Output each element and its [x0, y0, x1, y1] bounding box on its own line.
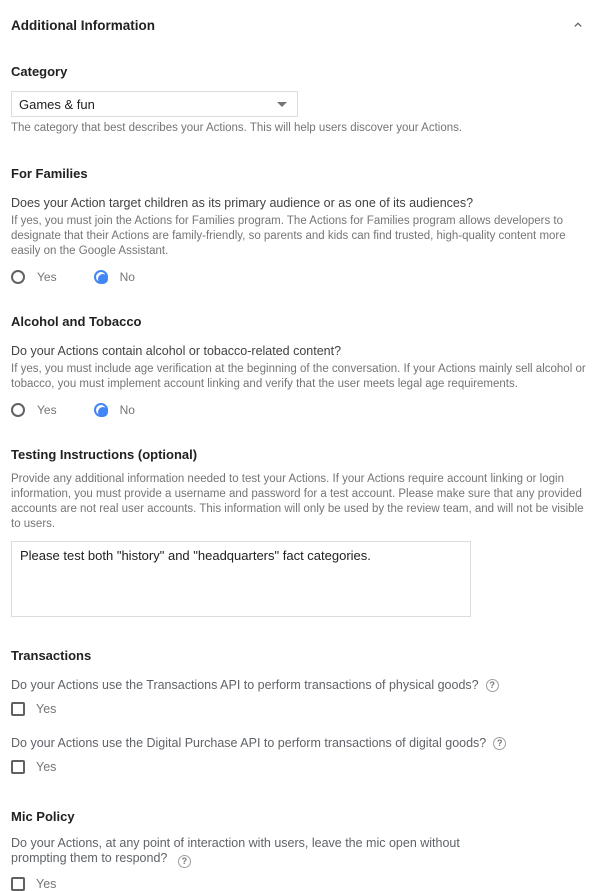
for-families-helper-text: If yes, you must join the Actions for Families program. The Actions for Families program allows developers to designate that their Actions are family-friendly, so parents and kids can find trusted, high-quality content more easily on the Google Assistant. [11, 215, 566, 257]
transactions-digital-question-row [11, 736, 593, 751]
transactions-digital-checkbox-row [11, 760, 593, 774]
mic-policy-question: Do your Actions, at any point of interaction with users, leave the mic open without prompting them to respond? [11, 836, 460, 865]
section-testing-instructions [11, 447, 593, 622]
radio-unselected-icon [11, 270, 25, 284]
chevron-up-icon [571, 18, 585, 32]
transactions-physical-question-row [11, 678, 593, 693]
alcohol-tobacco-radio-yes[interactable] [11, 403, 57, 417]
mic-policy-label: Mic Policy [11, 809, 75, 824]
for-families-label: For Families [11, 166, 88, 181]
radio-selected-icon [94, 270, 108, 284]
mic-policy-checkbox-row [11, 877, 593, 891]
alcohol-tobacco-helper-text: If yes, you must include age verification at the beginning of the conversation. If your Actions mainly sell alcohol or tobacco, you must implement account linking and verify that the user meets legal age requirements. [11, 363, 586, 390]
collapse-section-button[interactable] [569, 16, 587, 34]
panel-header [11, 16, 593, 34]
radio-label: No [119, 270, 135, 284]
for-families-radio-group [11, 270, 593, 284]
testing-instructions-helper-text: Provide any additional information needed to test your Actions. If your Actions require account linking or login information, you must provide a username and password for a test account. Please make sure that any provided accounts are not real user accounts. This information will only be used by the review team, and will not be visible to users. [11, 473, 584, 530]
transactions-physical-checkbox[interactable] [11, 702, 25, 716]
help-icon[interactable]: ? [493, 737, 506, 750]
for-families-radio-no[interactable] [94, 270, 135, 284]
checkbox-label: Yes [36, 877, 57, 891]
radio-label: No [119, 403, 135, 417]
section-transactions [11, 648, 593, 774]
category-helper-text: The category that best describes your Actions. This will help users discover your Actions. [11, 122, 463, 134]
mic-policy-checkbox[interactable] [11, 877, 25, 891]
section-category [11, 64, 593, 136]
alcohol-tobacco-label: Alcohol and Tobacco [11, 314, 142, 329]
category-dropdown[interactable] [11, 91, 298, 117]
radio-label: Yes [37, 403, 57, 417]
transactions-digital-question: Do your Actions use the Digital Purchase API to perform transactions of digital goods? [11, 736, 487, 750]
checkbox-label: Yes [36, 702, 57, 716]
checkbox-label: Yes [36, 760, 57, 774]
category-label: Category [11, 64, 68, 79]
transactions-digital-checkbox[interactable] [11, 760, 25, 774]
help-icon[interactable]: ? [178, 855, 191, 868]
testing-instructions-input[interactable] [11, 541, 471, 617]
alcohol-tobacco-radio-no[interactable] [94, 403, 135, 417]
section-mic-policy [11, 809, 593, 891]
section-for-families [11, 166, 593, 284]
for-families-question: Does your Action target children as its primary audience or as one of its audiences? [11, 196, 474, 210]
transactions-physical-checkbox-row [11, 702, 593, 716]
alcohol-tobacco-radio-group [11, 403, 593, 417]
transactions-physical-question: Do your Actions use the Transactions API to perform transactions of physical goods? [11, 678, 479, 692]
transactions-label: Transactions [11, 648, 92, 663]
testing-instructions-label: Testing Instructions (optional) [11, 447, 198, 462]
alcohol-tobacco-question: Do your Actions contain alcohol or tobacco-related content? [11, 344, 342, 358]
dropdown-caret-icon [277, 102, 287, 107]
section-alcohol-tobacco [11, 314, 593, 417]
for-families-radio-yes[interactable] [11, 270, 57, 284]
radio-label: Yes [37, 270, 57, 284]
category-selected-value: Games & fun [19, 96, 95, 112]
help-icon[interactable]: ? [486, 679, 499, 692]
radio-unselected-icon [11, 403, 25, 417]
radio-selected-icon [94, 403, 108, 417]
page-title: Additional Information [11, 17, 155, 33]
